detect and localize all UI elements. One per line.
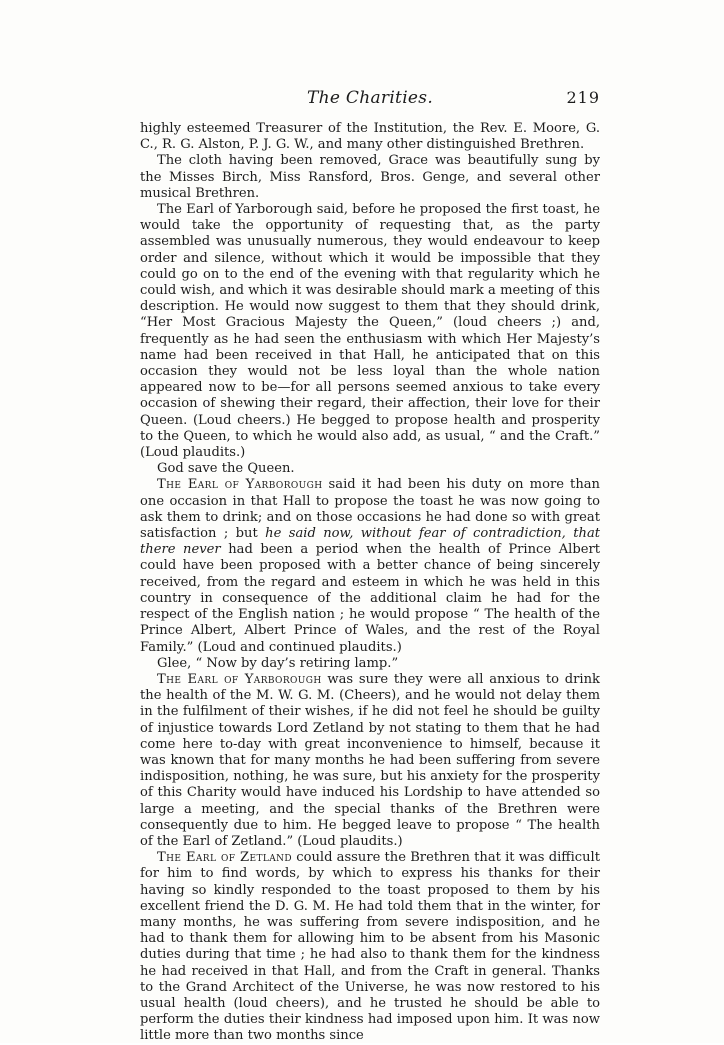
page-number: 219 xyxy=(566,88,600,107)
paragraph-1: highly esteemed Treasurer of the Institution, the Rev. E. Moore, G. C., R. G. Alston, P. J. G. W., and many other distinguished Brethren. xyxy=(140,121,600,153)
paragraph-6: Glee, “ Now by day’s retiring lamp.” xyxy=(157,655,399,671)
speaker-name: The Earl of Yarborough xyxy=(157,477,323,493)
paragraph-8 xyxy=(140,850,600,1044)
speaker-name: The Earl of Yarborough xyxy=(157,671,322,687)
page-header xyxy=(140,88,600,116)
speaker-name: The Earl of Zetland xyxy=(157,850,293,866)
running-title: The Charities. xyxy=(306,88,434,108)
paragraph-text: said it had been his duty on more than one occasion in that Hall to propose the toast he was now going to ask them to drink; and on those occasions he had done so with great satisfaction ; but xyxy=(140,477,600,542)
body-text xyxy=(140,121,600,1045)
paragraph-text: had been a period when the health of Prince Albert could have been proposed with a better chance of being sincerely received, from the regard and esteem in which he was held in this country in consequence of the additional claim he had for the respect of the English nation ; he would propose “ The health of the Prince Albert, Albert Prince of Wales, and the rest of the Royal Family.” (Loud and continued plaudits.) xyxy=(140,542,600,655)
paragraph-2: The cloth having been removed, Grace was beautifully sung by the Misses Birch, Miss Ransford, Bros. Genge, and several other musical Brethren. xyxy=(140,153,600,201)
paragraph-text: was sure they were all anxious to drink the health of the M. W. G. M. (Cheers), and he would not delay them in the fulfilment of their wishes, if he did not feel he should be guilty of injustice towards Lord Zetland by not stating to them that he had come here to-day with great inconvenience to himself, because it was known that for many months he had been suffering from severe indisposition, nothing, he was sure, but his anxiety for the prosperity of this Charity would have induced his Lordship to have attended so large a meeting, and the special thanks of the Brethren were consequently due to him. He begged leave to propose “ The health of the Earl of Zetland.” (Loud plaudits.) xyxy=(140,671,600,849)
paragraph-4: God save the Queen. xyxy=(157,461,295,477)
paragraph-3: The Earl of Yarborough said, before he proposed the first toast, he would take the opportunity of requesting that, as the party assembled was unusually numerous, they would endeavour to keep order and silence, without which it would be impossible that they could go on to the end of the evening with that regularity which he could wish, and which it was desirable should mark a meeting of this description. He would now suggest to them that they should drink, “Her Most Gracious Majesty the Queen,” (loud cheers ;) and, frequently as he had seen the enthusiasm with which Her Majesty’s name had been received in that Hall, he anticipated that on this occasion they would not be less loyal than the whole nation appeared now to be—for all persons seemed anxious to take every occasion of shewing their regard, their affection, their love for their Queen. (Loud cheers.) He begged to propose health and prosperity to the Queen, to which he would also add, as usual, “ and the Craft.” (Loud plaudits.) xyxy=(140,202,600,461)
paragraph-text: could assure the Brethren that it was difficult for him to find words, by which to express his thanks for their having so kindly responded to the toast proposed to them by his excellent friend the D. G. M. He had told them that in the winter, for many months, he was suffering from severe indisposition, and he had to thank them for allowing him to be absent from his Masonic duties during that time ; he had also to thank them for the kindness he had received in that Hall, and from the Craft in general. Thanks to the Grand Architect of the Universe, he was now restored to his usual health (loud cheers), and he trusted he should be able to perform the duties their kindness had imposed upon him. It was now little more than two months since xyxy=(140,850,600,1044)
paragraph-7 xyxy=(140,672,600,850)
italic-passage: he said now, without fear of contradiction, that there never xyxy=(140,526,601,558)
paragraph-5 xyxy=(140,477,600,655)
